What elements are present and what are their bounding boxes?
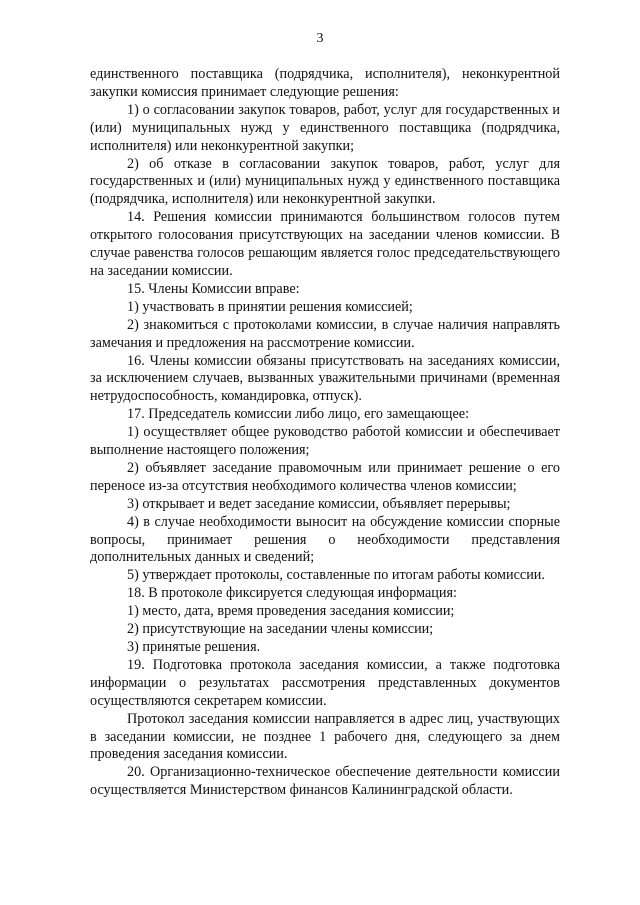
paragraph-item-15-2: 2) знакомиться с протоколами комиссии, в случае наличия направлять замечания и предложения на рассмотрение комиссии. [90,316,560,351]
paragraph-item-18-2: 2) присутствующие на заседании члены комиссии; [127,621,434,638]
paragraph-decision-approve: 1) о согласовании закупок товаров, работ, услуг для государственных и (или) муниципальных нужд у единственного поставщика (подрядчика, исполнителя) или неконкурентной закупки; [90,101,560,154]
document-body [90,66,560,800]
paragraph-item-18-1: 1) место, дата, время проведения заседания комиссии; [127,603,455,620]
paragraph-item-20: 20. Организационно-техническое обеспечение деятельности комиссии осуществляется Министерством финансов Калининградской области. [90,764,560,799]
paragraph-item-17-1: 1) осуществляет общее руководство работой комиссии и обеспечивает выполнение настоящего положения; [90,424,560,459]
paragraph-item-17-5: 5) утверждает протоколы, составленные по итогам работы комиссии. [127,567,545,584]
paragraph-item-18: 18. В протоколе фиксируется следующая информация: [127,585,457,602]
paragraph-protocol-delivery: Протокол заседания комиссии направляется в адрес лиц, участвующих в заседании комиссии, не позднее 1 рабочего дня, следующего за днем проведения заседания комиссии. [90,710,560,763]
paragraph-item-17-4: 4) в случае необходимости выносит на обсуждение комиссии спорные вопросы, принимает решения о необходимости представления дополнительных данных и сведений; [90,513,560,566]
paragraph-item-14: 14. Решения комиссии принимаются большинством голосов путем открытого голосования присутствующих на заседании членов комиссии. В случае равенства голосов решающим является голос председательствующего на заседании комиссии. [90,209,560,279]
paragraph-item-19: 19. Подготовка протокола заседания комиссии, а также подготовка информации о результатах рассмотрения представленных документов осуществляются секретарем комиссии. [90,656,560,709]
paragraph-item-17-2: 2) объявляет заседание правомочным или принимает решение о его переносе из-за отсутствия необходимого количества членов комиссии; [90,459,560,494]
paragraph-item-17-3: 3) открывает и ведет заседание комиссии, объявляет перерывы; [127,495,511,512]
paragraph-item-18-3: 3) принятые решения. [127,639,261,655]
paragraph-item-17: 17. Председатель комиссии либо лицо, его замещающее: [127,406,470,423]
paragraph-item-15-1: 1) участвовать в принятии решения комиссией; [127,298,413,315]
paragraph-decision-refuse: 2) об отказе в согласовании закупок товаров, работ, услуг для государственных и (или) муниципальных нужд у единственного поставщика (подрядчика, исполнителя) или неконкурентной закупки. [90,155,560,208]
paragraph-continuation: единственного поставщика (подрядчика, исполнителя), неконкурентной закупки комиссия принимает следующие решения: [90,66,560,100]
paragraph-item-15: 15. Члены Комиссии вправе: [127,280,300,297]
page-number: 3 [316,31,324,46]
paragraph-item-16: 16. Члены комиссии обязаны присутствовать на заседаниях комиссии, за исключением случаев, вызванных уважительными причинами (временная нетрудоспособность, командировка, отпуск). [90,352,560,405]
